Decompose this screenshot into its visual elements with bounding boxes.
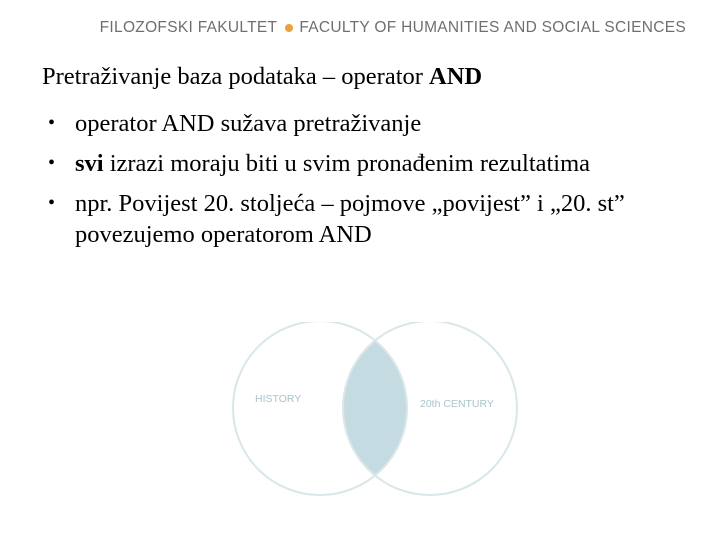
venn-intersection — [343, 340, 407, 476]
bullet-item — [48, 148, 708, 179]
bullet-text: operator AND sužava pretraživanje — [75, 110, 422, 137]
bullet-icon: • — [48, 152, 56, 174]
venn-diagram — [225, 322, 525, 502]
bullet-list — [48, 108, 708, 259]
bullet-text: izrazi moraju biti u svim pronađenim rezultatima — [103, 150, 591, 177]
header-dot-icon — [285, 24, 293, 32]
bullet-bold-text: svi — [75, 150, 104, 177]
slide-title — [42, 60, 482, 94]
bullet-text: npr. Povijest 20. stoljeća – pojmove „povijest” i „20. st” povezujemo operatorom AND — [75, 190, 625, 248]
venn-right-label: 20th CENTURY — [420, 398, 494, 410]
bullet-icon: • — [48, 112, 56, 134]
bullet-item — [48, 108, 708, 139]
faculty-name-croatian: FILOZOFSKI FAKULTET — [99, 19, 278, 36]
venn-left-label: HISTORY — [255, 393, 302, 405]
bullet-icon: • — [48, 192, 56, 214]
faculty-header — [100, 14, 686, 42]
faculty-name-english: FACULTY OF HUMANITIES AND SOCIAL SCIENCES — [299, 19, 686, 36]
slide-title-bold: AND — [429, 63, 483, 90]
bullet-item — [48, 188, 708, 250]
slide-title-text: Pretraživanje baza podataka – operator — [42, 63, 430, 90]
